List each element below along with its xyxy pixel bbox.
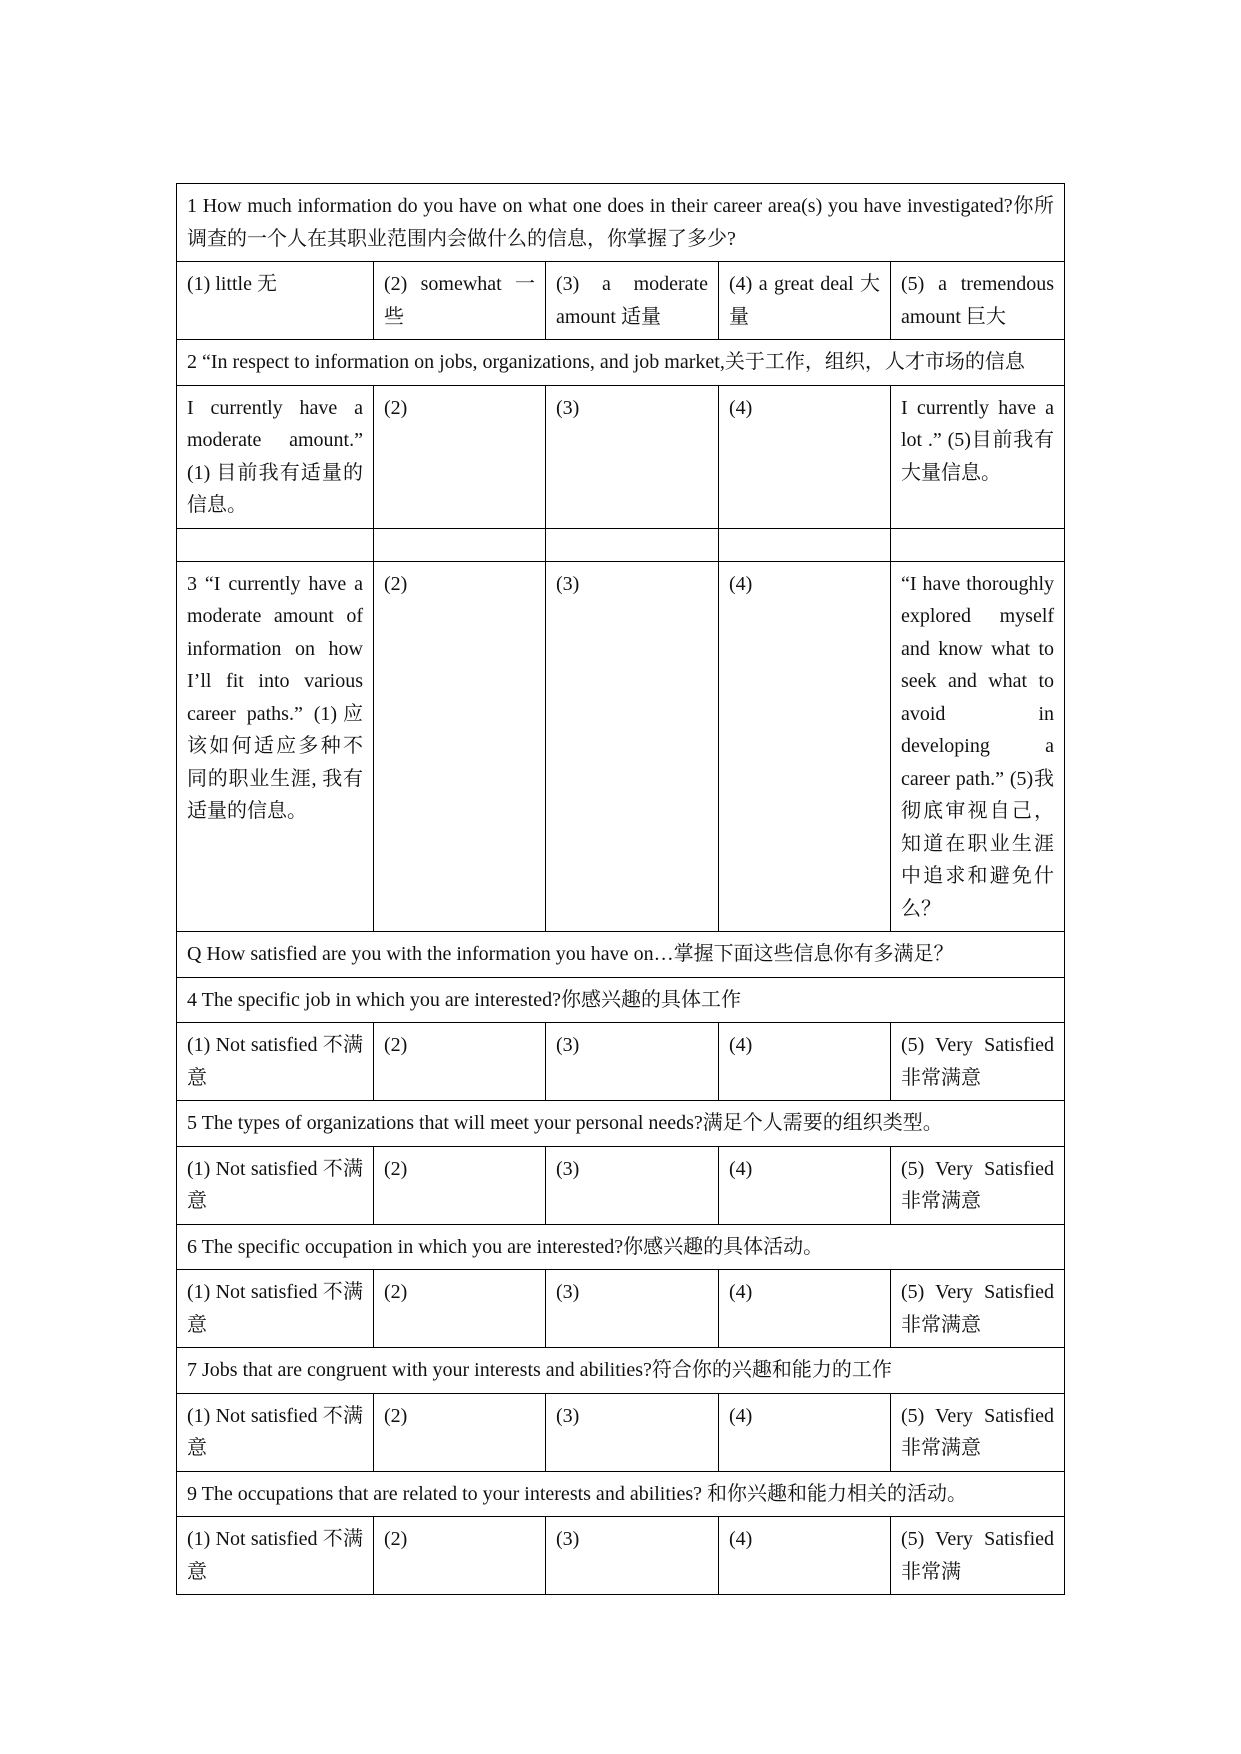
option-cell-4: (4) <box>719 1393 891 1471</box>
option-cell-4: (4) <box>719 1023 891 1101</box>
question-7-text: 7 Jobs that are congruent with your interests and abilities?符合你的兴趣和能力的工作 <box>177 1348 1065 1394</box>
option-cell-3: (3) <box>546 1517 719 1595</box>
option-cell-2: (2) somewhat 一些 <box>374 262 546 340</box>
section-heading-text: Q How satisfied are you with the information you have on…掌握下面这些信息你有多满足？ <box>177 932 1065 978</box>
question-row-9 <box>177 1471 1065 1517</box>
option-cell-1: (1) Not satisfied 不满意 <box>177 1393 374 1471</box>
option-cell-1: I currently have a moderate amount.” (1) 目前我有适量的信息。 <box>177 385 374 528</box>
question-5-text: 5 The types of organizations that will meet your personal needs?满足个人需要的组织类型。 <box>177 1101 1065 1147</box>
option-cell-5: (5) Very Satisfied 非常满意 <box>891 1270 1065 1348</box>
question-row-5 <box>177 1101 1065 1147</box>
option-cell-3: (3) <box>546 1023 719 1101</box>
question-row-1 <box>177 184 1065 262</box>
option-cell-3: (3) <box>546 385 719 528</box>
options-row-7 <box>177 1393 1065 1471</box>
option-cell-5: “I have thoroughly explored myself and know what to seek and what to avoid in developing a career path.” (5)我彻底审视自己，知道在职业生涯中追求和避免什么？ <box>891 561 1065 932</box>
option-cell-2: (2) <box>374 1393 546 1471</box>
option-cell-4: (4) <box>719 385 891 528</box>
option-cell-2: (2) <box>374 1023 546 1101</box>
option-cell-1: (1) Not satisfied 不满意 <box>177 1270 374 1348</box>
option-cell-5: (5) Very Satisfied 非常满意 <box>891 1023 1065 1101</box>
survey-table <box>176 183 1065 1595</box>
option-cell-5: (5) Very Satisfied 非常满 <box>891 1517 1065 1595</box>
option-cell-3: (3) <box>546 1393 719 1471</box>
empty-cell <box>177 528 374 561</box>
option-cell-3: (3) <box>546 1270 719 1348</box>
question-2-text: 2 “In respect to information on jobs, organizations, and job market,关于工作，组织，人才市场的信息 <box>177 340 1065 386</box>
options-row-3 <box>177 561 1065 932</box>
option-cell-5: (5) Very Satisfied 非常满意 <box>891 1393 1065 1471</box>
spacer-row <box>177 528 1065 561</box>
option-cell-3: (3) <box>546 561 719 932</box>
question-3-cell: 3 “I currently have a moderate amount of information on how I’ll fit into various career paths.” (1)应该如何适应多种不同的职业生涯, 我有适量的信息。 <box>177 561 374 932</box>
option-cell-5: (5) a tremendous amount 巨大 <box>891 262 1065 340</box>
option-cell-4: (4) <box>719 1517 891 1595</box>
empty-cell <box>719 528 891 561</box>
option-cell-1: (1) Not satisfied 不满意 <box>177 1517 374 1595</box>
option-cell-2: (2) <box>374 385 546 528</box>
empty-cell <box>891 528 1065 561</box>
options-row-9 <box>177 1517 1065 1595</box>
option-cell-3: (3) a moderate amount 适量 <box>546 262 719 340</box>
question-6-text: 6 The specific occupation in which you are interested?你感兴趣的具体活动。 <box>177 1224 1065 1270</box>
question-1-text: 1 How much information do you have on what one does in their career area(s) you have investigated?你所调查的一个人在其职业范围内会做什么的信息，你掌握了多少? <box>177 184 1065 262</box>
question-9-text: 9 The occupations that are related to your interests and abilities? 和你兴趣和能力相关的活动。 <box>177 1471 1065 1517</box>
option-cell-5: I currently have a lot .” (5)目前我有大量信息。 <box>891 385 1065 528</box>
question-row-4 <box>177 977 1065 1023</box>
options-row-1 <box>177 262 1065 340</box>
option-cell-4: (4) <box>719 561 891 932</box>
empty-cell <box>374 528 546 561</box>
options-row-4 <box>177 1023 1065 1101</box>
option-cell-4: (4) <box>719 1146 891 1224</box>
option-cell-1: (1) little 无 <box>177 262 374 340</box>
option-cell-2: (2) <box>374 1146 546 1224</box>
option-cell-2: (2) <box>374 1270 546 1348</box>
option-cell-1: (1) Not satisfied 不满意 <box>177 1023 374 1101</box>
options-row-5 <box>177 1146 1065 1224</box>
option-cell-4: (4) a great deal 大量 <box>719 262 891 340</box>
question-row-6 <box>177 1224 1065 1270</box>
question-row-2 <box>177 340 1065 386</box>
option-cell-4: (4) <box>719 1270 891 1348</box>
option-cell-5: (5) Very Satisfied 非常满意 <box>891 1146 1065 1224</box>
option-cell-2: (2) <box>374 561 546 932</box>
option-cell-3: (3) <box>546 1146 719 1224</box>
option-cell-2: (2) <box>374 1517 546 1595</box>
empty-cell <box>546 528 719 561</box>
options-row-6 <box>177 1270 1065 1348</box>
question-row-7 <box>177 1348 1065 1394</box>
options-row-2 <box>177 385 1065 528</box>
section-heading-row <box>177 932 1065 978</box>
question-4-text: 4 The specific job in which you are interested?你感兴趣的具体工作 <box>177 977 1065 1023</box>
option-cell-1: (1) Not satisfied 不满意 <box>177 1146 374 1224</box>
